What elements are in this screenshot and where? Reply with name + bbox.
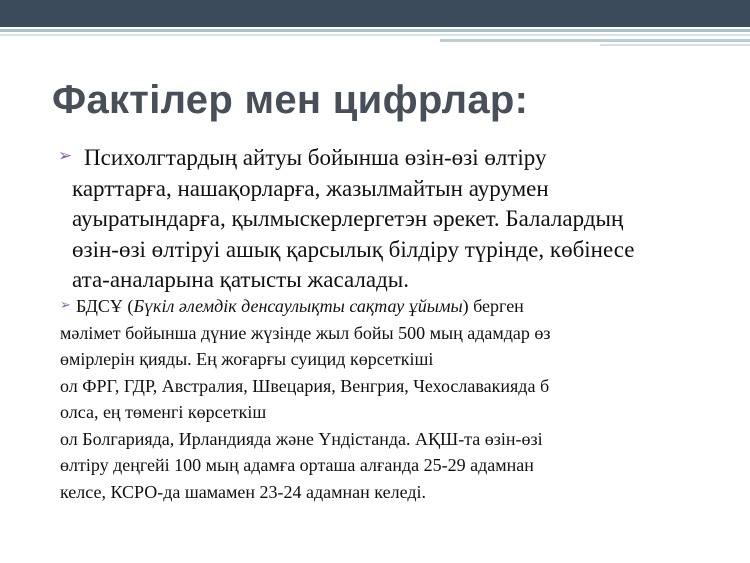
bullet-item — [60, 293, 710, 505]
text-line: карттарға, нашақорларға, жазылмайтын аурумен — [72, 175, 549, 201]
text-line: ол Болгарияда, Ирландияда және Үндістанда. АҚШ-та өзін-өзі — [60, 428, 543, 449]
text-line: ауыратындарға, қылмыскерлергетэн әрекет. Балалардың — [72, 206, 624, 231]
text-line: мәлімет бойынша дүние жүзінде жыл бойы 500 мың адамдар өз — [60, 322, 551, 343]
header-bar — [0, 0, 750, 27]
text-line: Психолгтардың айтуы бойынша өзін-өзі өлтіру — [84, 145, 547, 170]
header-stripe — [440, 39, 750, 42]
text-line: өлтіру деңгейі 100 мың адамға орташа алғанда 25-29 адамнан — [60, 455, 534, 475]
text-line: ата-аналарына қатысты жасалады. — [72, 267, 409, 292]
text-line: ол ФРГ, ГДР, Австралия, Швецария, Венгрия, Чехославакияда б — [60, 375, 550, 396]
bullet-text — [72, 143, 635, 296]
text-span: ) берген — [462, 296, 524, 316]
italic-text: Бүкіл әлемдік денсаулықты сақтау ұйымы — [133, 296, 463, 316]
header-stripe — [0, 29, 750, 32]
header-stripe — [600, 44, 750, 46]
acronym-text: БДСҰ ( — [76, 296, 134, 316]
text-line: олса, ең төменгі көрсеткіш — [60, 402, 267, 422]
bullet-item — [58, 143, 698, 296]
text-line: өзін-өзі өлтіруі ашық қарсылық білдіру түрінде, көбінесе — [72, 236, 635, 262]
bullet-text — [60, 293, 551, 505]
arrow-right-icon: ➢ — [58, 146, 73, 165]
slide-title: Фактілер мен цифрлар: — [52, 78, 529, 122]
text-line — [76, 293, 551, 320]
header-stripe — [0, 34, 750, 36]
text-line: өмірлерін қияды. Ең жоғарғы суицид көрсеткіші — [60, 349, 434, 369]
arrow-right-icon: ➢ — [60, 297, 71, 312]
text-line: келсе, КСРО-да шамамен 23-24 адамнан келеді. — [60, 481, 426, 502]
